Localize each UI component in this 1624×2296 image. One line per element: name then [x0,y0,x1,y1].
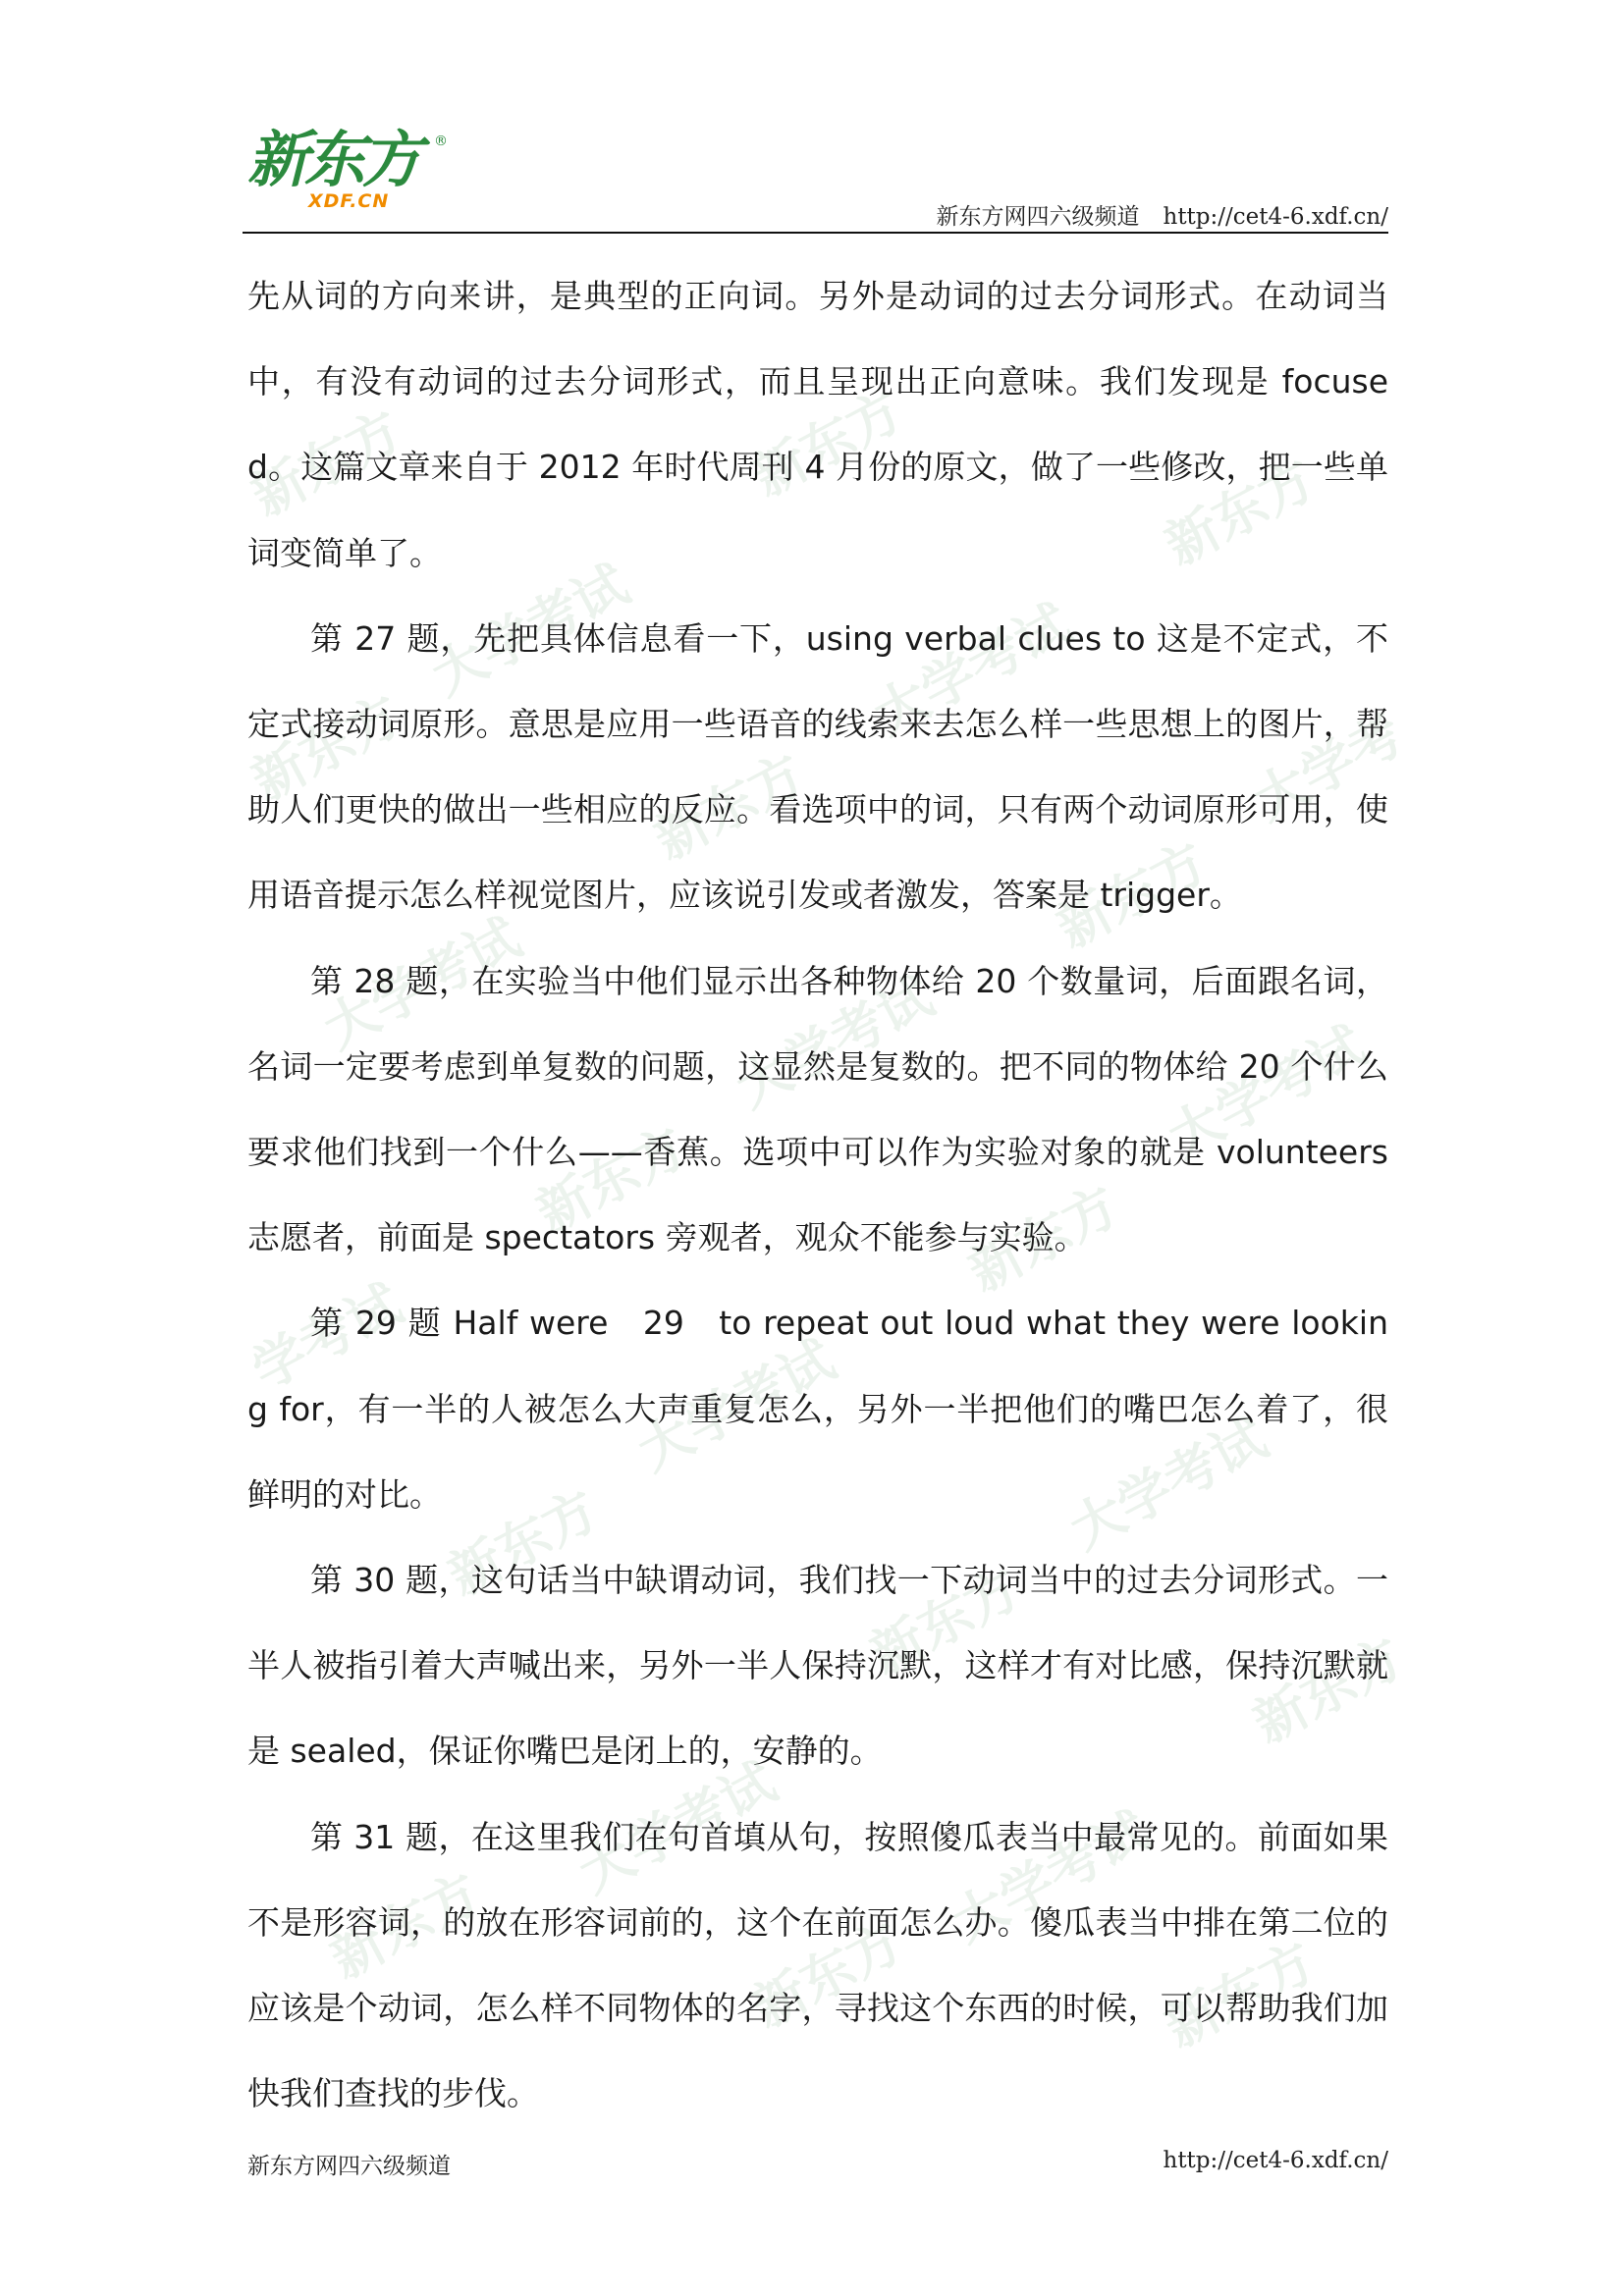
footer-url[interactable]: http://cet4-6.xdf.cn/ [1163,2148,1388,2173]
watermark-exam: 大学考试 [942,1799,1160,1954]
paragraph: 先从词的方向来讲，是典型的正向词。另外是动词的过去分词形式。在动词当中，有没有动词的过去分词形式，而且呈现出正向意味。我们发现是 focused。这篇文章来自于 2012 年时代周刊 4 月份的原文，做了一些修改，把一些单词变简单了。 [247,277,1388,572]
watermark-logo: 新东方 [242,399,412,528]
paragraph: 第 29 题 Half were 29 to repeat out loud what they were looking for，有一半的人被怎么大声重复怎么，另外一半把他们的嘴巴怎么着了，很鲜明的对比。 [247,1304,1388,1514]
watermark-exam: 大学考试 [568,1750,786,1905]
logo-subtext: XDF.CN [308,190,390,212]
watermark-logo: 新东方 [526,1115,697,1245]
watermark-exam: 学考试 [242,1272,412,1402]
header-info [937,198,1389,231]
watermark-exam: 大学考试 [726,965,944,1120]
watermark-logo: 新东方 [438,1478,609,1608]
watermark-exam: 大学考试 [1158,1014,1376,1169]
logo-text: 新东方 [247,124,419,195]
watermark-logo: 新东方 [742,1910,913,2040]
watermark-exam: 大学考试 [1059,1407,1277,1562]
paragraph: 第 31 题，在这里我们在句首填从句，按照傻瓜表当中最常见的。前面如果不是形容词，的放在形容词前的，这个在前面怎么办。傻瓜表当中排在第二位的应该是个动词，怎么样不同物体的名字，寻找这个东西的时候，可以帮助我们加快我们查找的步伐。 [247,1817,1388,2113]
watermark-exam: 大学考试 [627,1328,845,1483]
watermark-logo: 新东方 [644,742,815,872]
watermark-logo: 新东方 [242,683,412,813]
watermark-logo: 新东方 [1155,448,1326,577]
header-divider [243,232,1388,234]
footer-channel: 新东方网四六级频道 [247,2154,451,2179]
paragraph: 第 27 题，先把具体信息看一下，using verbal clues to 这是不定式，不定式接动词原形。意思是应用一些语音的线索来去怎么样一些思想上的图片，帮助人们更快的做出一些相应的反应。看选项中的词，只有两个动词原形可用，使用语音提示怎么样视觉图片，应该说引发或者激发，答案是 trigger。 [247,618,1388,915]
watermark-logo: 新东方 [320,1861,491,1991]
brand-logo [247,124,448,224]
header-url[interactable]: http://cet4-6.xdf.cn/ [1163,204,1388,230]
watermark-logo: 新东方 [1047,830,1218,960]
watermark-exam: 大学考试 [863,592,1081,747]
paragraph: 第 28 题，在实验当中他们显示出各种物体给 20 个数量词，后面跟名词，名词一定要考虑到单复数的问题，这显然是复数的。把不同的物体给 20 个什么要求他们找到一个什么——香蕉。选项中可以作为实验对象的就是 volunteers 志愿者，前面是 spectators 旁观者，观众不能参与实验。 [247,961,1388,1257]
document-body [247,253,1388,2136]
watermark-logo: 新东方 [1155,1930,1326,2059]
watermark-logo: 新东方 [958,1174,1129,1304]
watermark-exam: 大学考试 [313,906,531,1061]
watermark-exam: 大学考试 [421,553,639,708]
watermark-exam: 大学考 [1243,703,1414,832]
header-channel: 新东方网四六级频道 [936,204,1140,230]
watermark-logo: 新东方 [742,379,913,508]
watermark-logo: 新东方 [860,1557,1031,1686]
paragraph: 第 30 题，这句话当中缺谓动词，我们找一下动词当中的过去分词形式。一半人被指引着大声喊出来，另外一半人保持沉默，这样才有对比感，保持沉默就是 sealed，保证你嘴巴是闭上的，安静的。 [247,1561,1388,1771]
logo-registered-mark: ® [434,133,448,149]
watermark-logo: 新东方 [1243,1626,1414,1755]
